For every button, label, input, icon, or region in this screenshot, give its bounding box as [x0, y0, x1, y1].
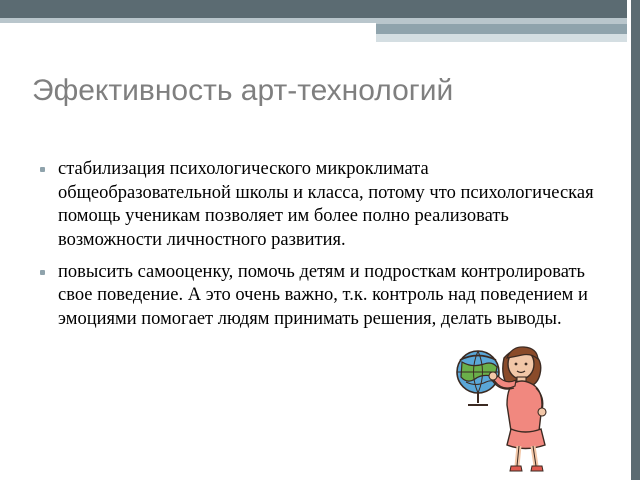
- slide-top-banner: [0, 0, 640, 42]
- banner-band-pale: [376, 34, 640, 42]
- banner-thin-strip: [0, 18, 376, 23]
- banner-band-dark: [0, 0, 640, 18]
- woman-with-globe-icon: [452, 330, 570, 475]
- banner-band-mid: [376, 24, 640, 34]
- right-edge-bar: [631, 0, 640, 480]
- list-item: стабилизация психологического микроклимата общеобразовательной школы и класса, потому что психологическая помощь ученикам позволяет им более полно реализовать возможности личностного развития.: [36, 158, 606, 253]
- slide-body: [36, 158, 606, 340]
- list-item: повысить самооценку, помочь детям и подросткам контролировать свое поведение. А это очень важно, т.к. контроль над поведением и эмоциями помогает людям принимать решения, делать выводы.: [36, 261, 606, 332]
- page-title: Эфективность арт-технологий: [32, 74, 454, 107]
- bullet-list: [36, 158, 606, 332]
